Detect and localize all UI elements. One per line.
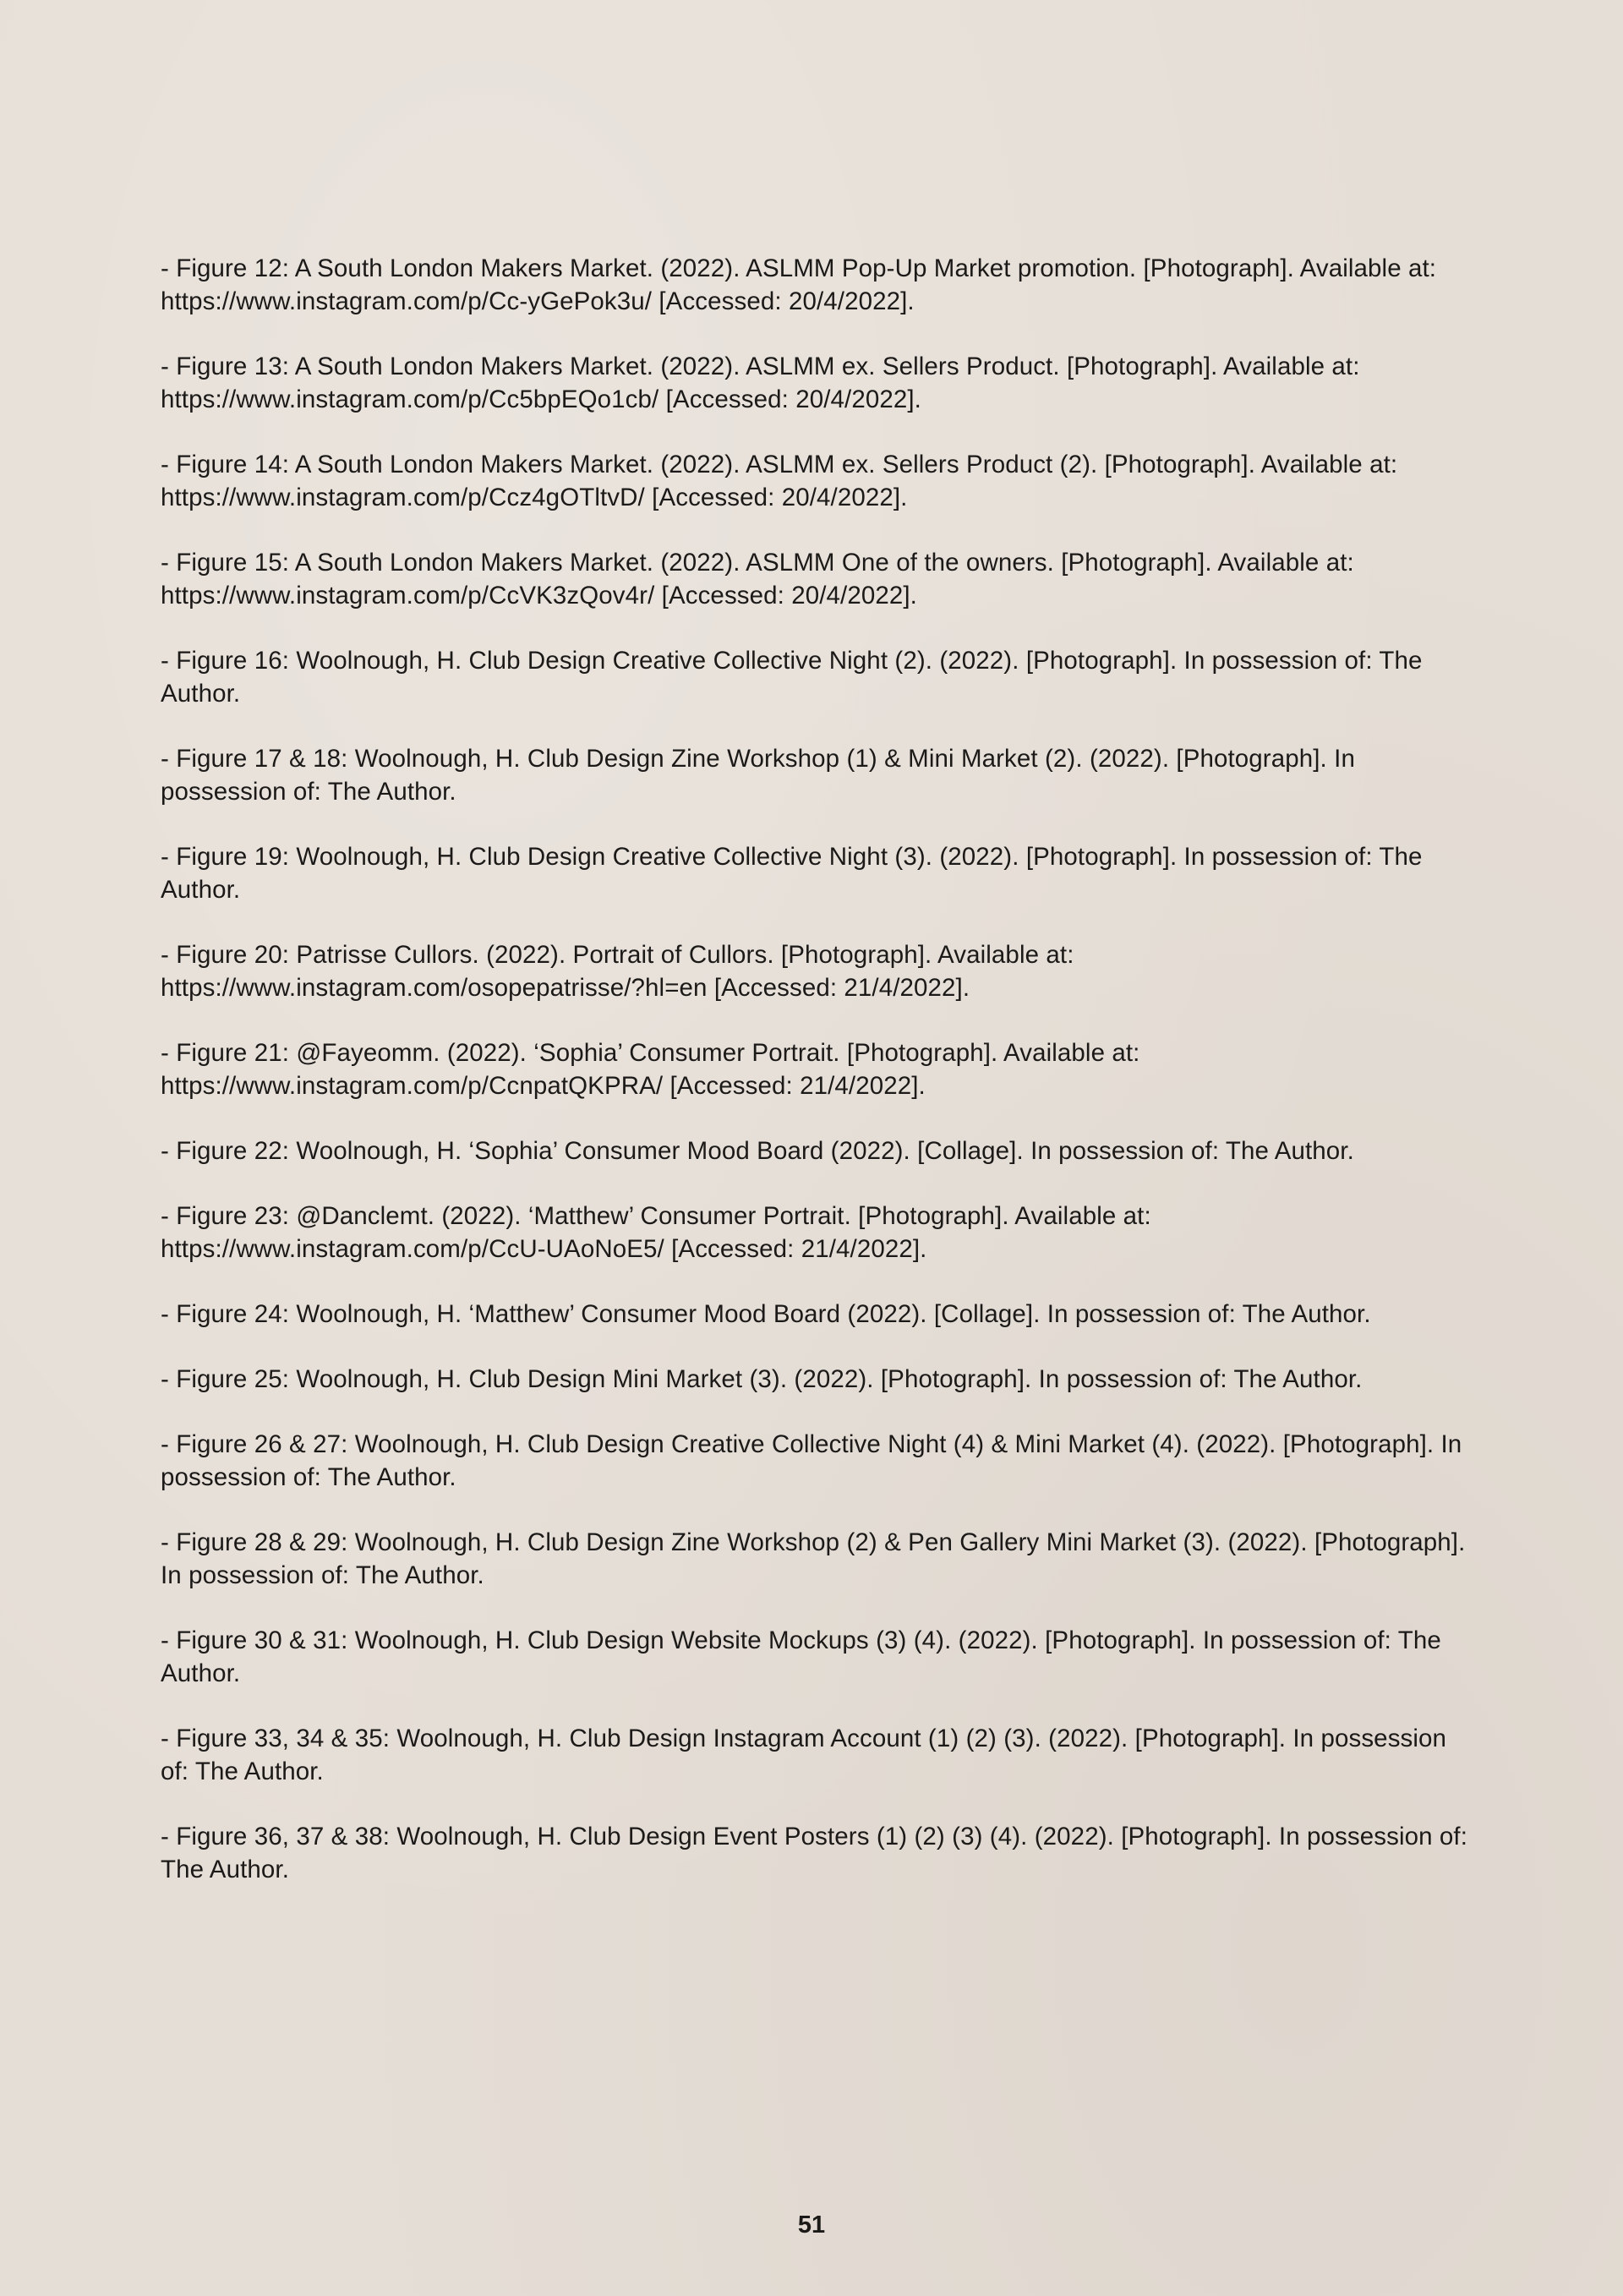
figure-reference-12: - Figure 12: A South London Makers Market. (2022). ASLMM Pop-Up Market promotion. [Photograph]. Available at: https://www.instagram.com/p/Cc-yGePok3u/ [Accessed: 20/4/2022]. [161,254,1437,315]
figure-reference-15: - Figure 15: A South London Makers Market. (2022). ASLMM One of the owners. [Photograph]. Available at: https://www.instagram.com/p/CcVK3zQov4r/ [Accessed: 20/4/2022]. [161,549,1354,610]
page-number: 51 [797,2211,826,2239]
figure-reference-26-27: - Figure 26 & 27: Woolnough, H. Club Design Creative Collective Night (4) & Mini Market (4). (2022). [Photograph]. In possession of: The Author. [161,1430,1462,1491]
figure-reference-23: - Figure 23: @Danclemt. (2022). ‘Matthew’ Consumer Portrait. [Photograph]. Available at: https://www.instagram.com/p/CcU-UAoNoE5/ [Accessed: 21/4/2022]. [161,1202,1151,1263]
figure-reference-24: - Figure 24: Woolnough, H. ‘Matthew’ Consumer Mood Board (2022). [Collage]. In possession of: The Author. [161,1300,1371,1328]
figure-reference-21: - Figure 21: @Fayeomm. (2022). ‘Sophia’ Consumer Portrait. [Photograph]. Available at: https://www.instagram.com/p/CcnpatQKPRA/ [Accessed: 21/4/2022]. [161,1039,1140,1100]
figure-reference-20: - Figure 20: Patrisse Cullors. (2022). Portrait of Cullors. [Photograph]. Available at: https://www.instagram.com/osopepatrisse/?hl=en [Accessed: 21/4/2022]. [161,941,1074,1002]
figure-reference-list [161,252,1479,1918]
figure-reference-30-31: - Figure 30 & 31: Woolnough, H. Club Design Website Mockups (3) (4). (2022). [Photograph]. In possession of: The Author. [161,1626,1441,1687]
figure-reference-25: - Figure 25: Woolnough, H. Club Design Mini Market (3). (2022). [Photograph]. In possession of: The Author. [161,1365,1363,1393]
figure-reference-16: - Figure 16: Woolnough, H. Club Design Creative Collective Night (2). (2022). [Photograph]. In possession of: The Author. [161,647,1423,708]
figure-reference-14: - Figure 14: A South London Makers Market. (2022). ASLMM ex. Sellers Product (2). [Photograph]. Available at: https://www.instagram.com/p/Ccz4gOTltvD/ [Accessed: 20/4/2022]. [161,451,1398,511]
figure-reference-13: - Figure 13: A South London Makers Market. (2022). ASLMM ex. Sellers Product. [Photograph]. Available at: https://www.instagram.com/p/Cc5bpEQo1cb/ [Accessed: 20/4/2022]. [161,353,1360,413]
figure-reference-33-34-35: - Figure 33, 34 & 35: Woolnough, H. Club Design Instagram Account (1) (2) (3). (2022). [Photograph]. In possession of: The Author. [161,1725,1447,1785]
figure-reference-28-29: - Figure 28 & 29: Woolnough, H. Club Design Zine Workshop (2) & Pen Gallery Mini Market (3). (2022). [Photograph]. In possession of: The Author. [161,1528,1466,1589]
figure-reference-22: - Figure 22: Woolnough, H. ‘Sophia’ Consumer Mood Board (2022). [Collage]. In possession of: The Author. [161,1137,1354,1165]
figure-reference-36-37-38: - Figure 36, 37 & 38: Woolnough, H. Club Design Event Posters (1) (2) (3) (4). (2022). [Photograph]. In possession of: The Author. [161,1823,1468,1883]
figure-reference-17-18: - Figure 17 & 18: Woolnough, H. Club Design Zine Workshop (1) & Mini Market (2). (2022). [Photograph]. In possession of: The Author. [161,745,1355,806]
figure-reference-19: - Figure 19: Woolnough, H. Club Design Creative Collective Night (3). (2022). [Photograph]. In possession of: The Author. [161,843,1423,904]
